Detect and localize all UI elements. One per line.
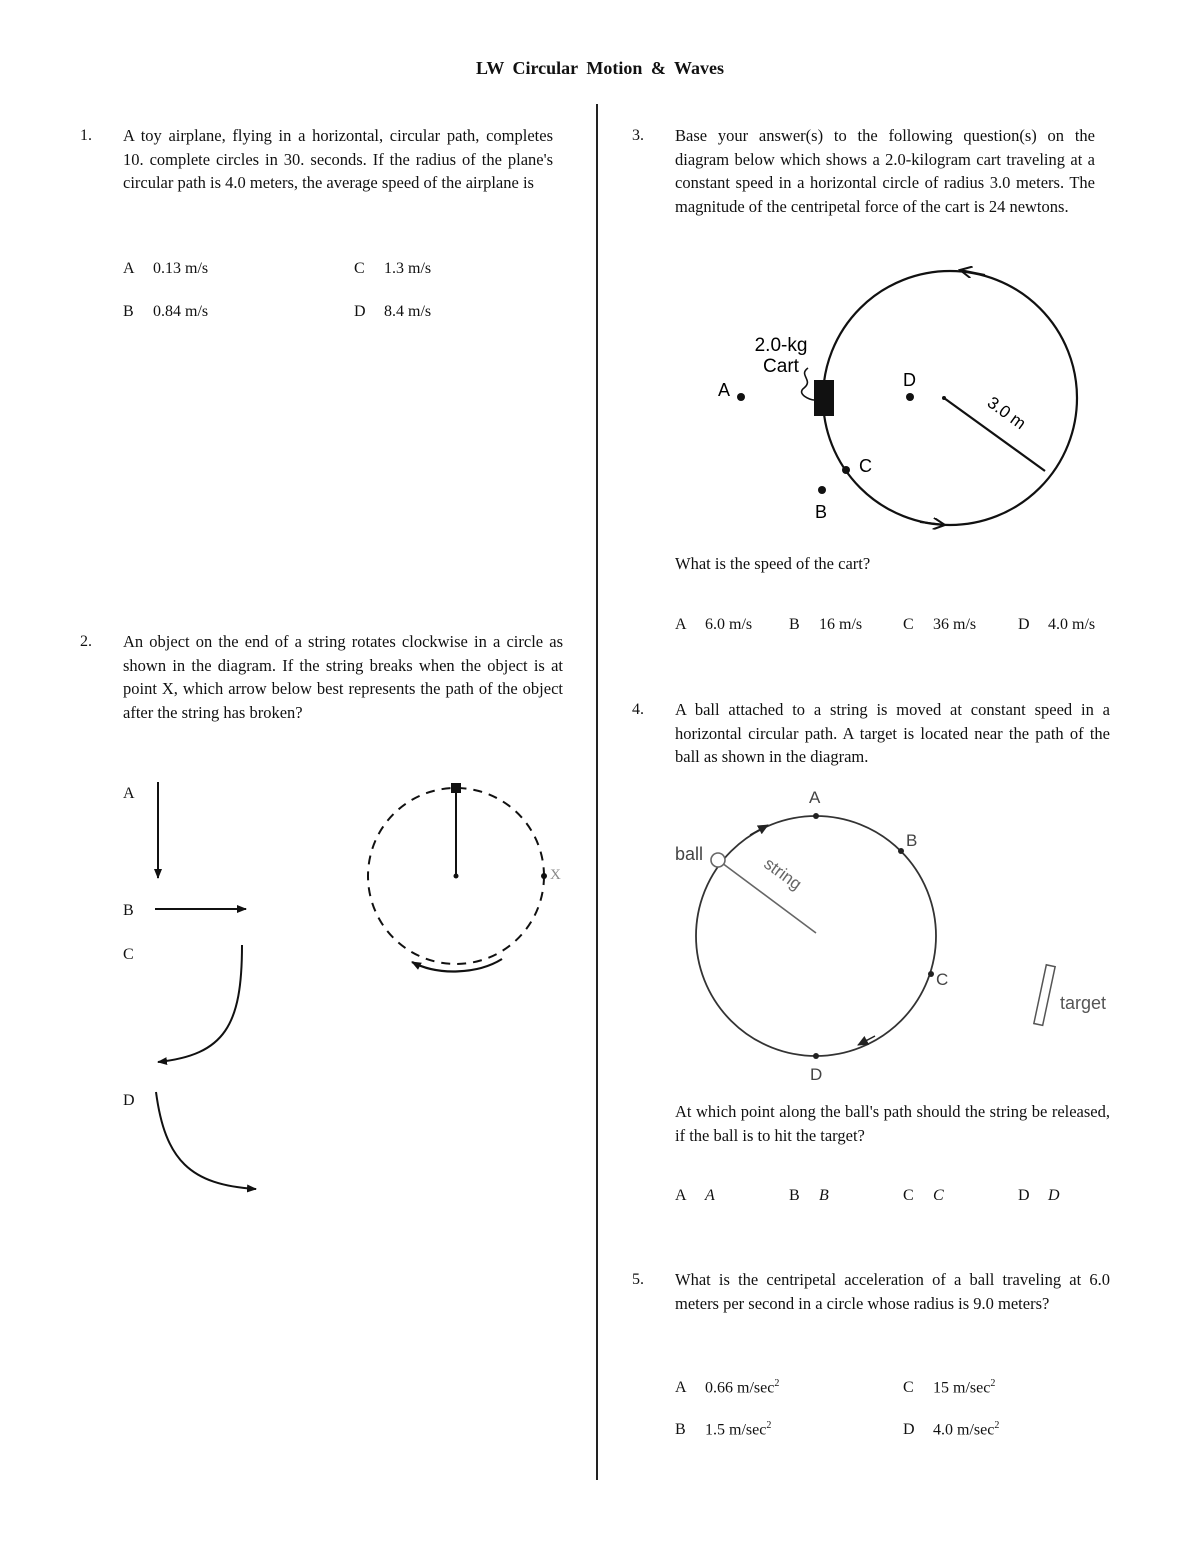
q4-label-d: D — [810, 1065, 823, 1084]
q5-option-d[interactable]: D 4.0 $m/\sec^2$ — [903, 1420, 1000, 1439]
q3-label-pointer — [802, 368, 814, 400]
question-2-number: 2. — [80, 633, 92, 650]
q2-option-d-label[interactable]: D — [123, 1092, 135, 1109]
q2-option-a-label[interactable]: A — [123, 785, 135, 802]
q3-point-b — [818, 486, 826, 494]
q2-center-point — [454, 874, 459, 879]
q4-label-ball: ball — [675, 844, 704, 864]
q4-label-string: string — [760, 853, 806, 894]
q2-arrow-d — [156, 1092, 256, 1189]
q2-option-b-label[interactable]: B — [123, 902, 134, 919]
q2-point-x — [541, 873, 547, 879]
q3-subquestion: What is the speed of the cart? — [675, 554, 871, 573]
question-2-text: An object on the end of a string rotates clockwise in a circle as shown in the diagram. If the string breaks when the object is at point X, which arrow below best represents the path of the object after the string has broken? — [123, 632, 563, 722]
q1-option-d[interactable]: D 8.4 m/s — [354, 303, 432, 320]
q4-label-c: C — [936, 970, 949, 989]
q4-ball-diagram — [660, 780, 1130, 1090]
page-title: LW Circular Motion & Waves — [475, 58, 725, 78]
q4-point-c — [928, 971, 934, 977]
q4-point-b — [898, 848, 904, 854]
q3-point-a — [737, 393, 745, 401]
q3-cart — [814, 380, 834, 416]
question-5-number: 5. — [632, 1271, 644, 1288]
q4-option-d[interactable]: D D — [1018, 1187, 1060, 1204]
q2-clockwise-arrow — [412, 959, 502, 971]
q5-option-b[interactable]: B 1.5 $m/\sec^2$ — [675, 1420, 772, 1439]
q3-cart-label-line2: Cart — [763, 356, 799, 377]
q1-option-a[interactable]: A 0.13 m/s — [123, 260, 209, 277]
q3-point-d — [906, 393, 914, 401]
q4-label-target: target — [1060, 993, 1107, 1013]
q3-label-a: A — [718, 380, 731, 400]
q4-arrow-top — [750, 825, 768, 835]
q3-circle — [823, 271, 1077, 525]
q4-option-b[interactable]: B B — [789, 1187, 829, 1204]
q3-option-c[interactable]: C 36 m/s — [903, 616, 977, 633]
question-5-text: What is the centripetal acceleration of a ball traveling at 6.0 meters per second in a circle whose radius is 9.0 meters? — [675, 1270, 1110, 1313]
q2-object-square — [451, 783, 461, 793]
q4-option-a[interactable]: A A — [675, 1187, 715, 1204]
q5-option-c[interactable]: C 15 $m/\sec^2$ — [903, 1378, 996, 1397]
question-4-number: 4. — [632, 701, 644, 718]
q4-subquestion: At which point along the ball's path should the string be released, if the ball is to hit the target? — [675, 1102, 1110, 1145]
q1-option-b[interactable]: B 0.84 m/s — [123, 303, 209, 320]
q4-point-a — [813, 813, 819, 819]
q3-label-d: D — [903, 370, 916, 390]
q3-label-b: B — [815, 502, 828, 522]
q3-radius-label: 3.0 m — [983, 392, 1030, 434]
q3-option-d[interactable]: D 4.0 m/s — [1018, 616, 1096, 633]
question-1-number: 1. — [80, 127, 92, 144]
q3-cart-label-line1: 2.0-kg — [754, 335, 808, 356]
q4-ball — [711, 853, 725, 867]
q2-option-c-label[interactable]: C — [123, 946, 134, 963]
q3-label-c: C — [859, 456, 872, 476]
q3-option-b[interactable]: B 16 m/s — [789, 616, 863, 633]
question-3-text: Base your answer(s) to the following question(s) on the diagram below which shows a 2.0-kilogram cart traveling at a constant speed in a horizontal circle of radius 3.0 meters. The magnitude of the centripetal force of the cart is 24 newtons. — [675, 126, 1095, 216]
question-4-text: A ball attached to a string is moved at constant speed in a horizontal circular path. A target is located near the path of the ball as shown in the diagram. — [675, 700, 1110, 766]
question-3-number: 3. — [632, 127, 644, 144]
q4-label-a: A — [809, 788, 821, 807]
q5-option-a[interactable]: A 0.66 $m/\sec^2$ — [675, 1378, 780, 1397]
q4-arrow-bottom — [858, 1036, 875, 1045]
q4-label-b: B — [906, 831, 918, 850]
q4-target — [1034, 965, 1055, 1026]
question-1-text: A toy airplane, flying in a horizontal, circular path, completes 10. complete circles in 30. seconds. If the radius of the plane's circular path is 4.0 meters, the average speed of the airplane is — [123, 126, 553, 192]
q4-point-d — [813, 1053, 819, 1059]
q2-label-x: X — [550, 867, 561, 883]
q1-option-c[interactable]: C 1.3 m/s — [354, 260, 432, 277]
q3-point-c — [842, 466, 850, 474]
q3-cart-diagram — [600, 250, 1100, 540]
q2-arrow-c — [158, 945, 242, 1062]
q4-option-c[interactable]: C C — [903, 1187, 944, 1204]
q2-arrows-diagram — [0, 0, 600, 1300]
q3-option-a[interactable]: A 6.0 m/s — [675, 616, 753, 633]
